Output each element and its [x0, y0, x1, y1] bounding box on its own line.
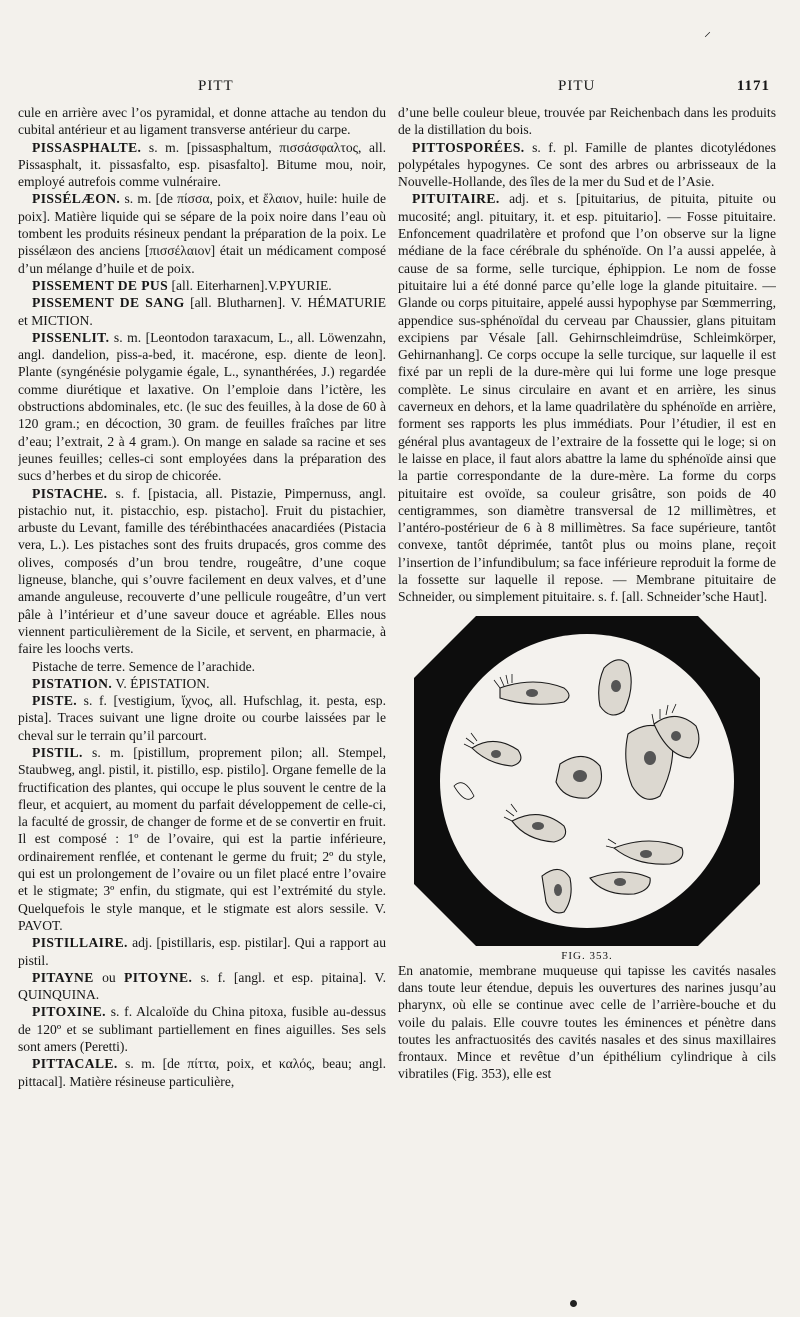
running-head-left: PITT — [198, 78, 234, 94]
entry-headword: PISTATION. — [32, 675, 113, 691]
entry-paragraph — [18, 969, 386, 1004]
entry-headword: PISTE. — [32, 693, 78, 709]
entry-headword: PISSENLIT. — [32, 329, 110, 345]
entry-paragraph — [18, 277, 386, 294]
entry-paragraph — [398, 190, 776, 605]
right-column-text — [398, 104, 776, 606]
entry-text: [all. Blutharnen]. V. HÉMATURIE et MICTION. — [18, 295, 386, 328]
entry-paragraph — [18, 139, 386, 191]
entry-paragraph — [18, 329, 386, 485]
entry-text: En anatomie, membrane muqueuse qui tapisse les cavités nasales dans toute leur étendue, depuis les ouvertures des narines jusqu’au pharynx, où elle se continue avec celle de l’arrière-bouche et du voile du palais. Elle couvre toutes les éminences et pénètre dans toutes les anfractuosités des cavités nasales et des sinus maxillaires frontaux. Mince et revêtue d’un épithélium cylindrique à cils vibratiles (Fig. 353), elle est — [398, 962, 776, 1082]
ink-dot — [570, 1300, 577, 1307]
entry-headword: PISSASPHALTE. — [32, 139, 142, 155]
entry-headword: PISTIL. — [32, 744, 83, 760]
page-header — [18, 78, 770, 104]
page-number: 1171 — [736, 78, 770, 94]
entry-text: ou — [93, 969, 124, 985]
entry-headword: PISTILLAIRE. — [32, 935, 128, 951]
entry-headword: PITTACALE. — [32, 1056, 118, 1072]
entry-headword: PITOYNE. — [124, 969, 193, 985]
entry-headword: PITUITAIRE. — [412, 191, 500, 207]
entry-headword: PITAYNE — [32, 969, 94, 985]
figure-353 — [398, 612, 776, 962]
entry-paragraph — [398, 104, 776, 139]
entry-paragraph — [18, 692, 386, 744]
entry-text: [all. Eiterharnen].V.PYURIE. — [168, 277, 332, 293]
entry-text: s. f. [vestigium, ἴχνος, all. Hufschlag, it. pesta, esp. pista]. Traces suivant une ligne droite ou courbe laissées par le cheval sur le terrain qu’il parcourt. — [18, 693, 386, 743]
entry-text: Pistache de terre. Semence de l’arachide. — [32, 658, 256, 674]
entry-headword: PITTOSPORÉES. — [412, 139, 525, 155]
entry-text: s. m. [de πίσσα, poix, et ἔλαιον, huile: huile de poix]. Matière liquide qui se sépare de la poix noire dans l’eau où tombent les produits résineux pendant la préparation de la poix. Le pissélæon des anciens [πισσέλαιον] était un médicament composé d’un mélange d’huile et de poix. — [18, 191, 386, 276]
ciliated-epithelium-illustration — [414, 616, 760, 946]
entry-text: s. m. [Leontodon taraxacum, L., all. Löwenzahn, angl. dandelion, piss-a-bed, it. macérone, esp. diente de leon]. Plante (syngénésie polygamie égale, L., synanthérées, J.) regardée comme diurétique et laxative. On l’emploie dans l’ictère, les obstructions abdominales, etc. (le suc des feuilles, à la dose de 60 à 120 gram.; en décoction, 30 gram. de feuilles fraîches par litre d’eau; l’extrait, 2 à 4 gram.). On mange en salade sa racine et ses jeunes feuilles; celles-ci sont employées dans la préparation des sucs d’herbes et du sirop de chicorée. — [18, 329, 386, 484]
entry-text: s. m. [pistillum, proprement pilon; all. Stempel, Staubweg, angl. pistil, it. pistillo, esp. pistilo]. Organe femelle de la fructification des plantes, qui occupe le plus souvent le centre de la fleur, et acquiert, au moment du parfait développement de celle-ci, la faculté de grossir, de changer de forme et de se convertir en fruit. Il est composé : 1º de l’ovaire, qui est la partie inférieure, ordinairement renflée, et contenant le germe du fruit; 2º du style, qui est un prolongement de l’ovaire ou un filet placé entre l’ovaire et le stigmate; 3º enfin, du stigmate, qui est l’extrémité du style. Quelquefois le style manque, et le stigmate est alors sessile. V. PAVOT. — [18, 744, 386, 933]
entry-headword: PISSÉLÆON. — [32, 191, 121, 207]
entry-paragraph — [18, 190, 386, 276]
entry-text: s. f. [angl. et esp. pitaina]. V. QUINQUINA. — [18, 969, 386, 1003]
entry-paragraph — [398, 139, 776, 191]
entry-text: s. f. pl. Famille de plantes dicotylédones polypétales hypogynes. Ce sont des arbres ou arbrisseaux de la Nouvelle-Hollande, des îles de la mer du Sud et de l’Asie. — [398, 139, 776, 190]
entry-paragraph — [18, 294, 386, 329]
right-column — [398, 104, 776, 1304]
entry-text: adj. et s. [pituitarius, de pituita, pituite ou mucosité; angl. pituitary, it. et esp. pituitario]. — Fosse pituitaire. Enfoncement quadrilatère et profond que l’on observe sur la ligne médiane de la face cérébrale du sphénoïde. On l’a aussi appelée, à cause de sa forme, selle turcique, éphippion. Le nom de fosse pituitaire lui a été donné parce qu’elle loge la glande pituitaire. — Glande ou corps pituitaire, appelé aussi hypophyse par Sœmmerring, appendice sus-sphénoïdal du cerveau par Chaussier, glans pituitam excipiens par Vésale [all. Gehirnschleimdrüse, Schleimkörper, Gehirnanhang]. Ce corps occupe la selle turcique, sur laquelle il est fixé par un repli de la dure-mère qui lui forme une loge presque complète. Le sinus circulaire en avant et en arrière, les sinus caverneux en dehors, et la lame quadrilatère du sphénoïde en arrière, forment ses rapports les plus immédiats. Pour l’étudier, il est en général plus avantageux de l’extraire de la fossette qui le loge; si on le laisse en place, il faut alors abattre la lame du sphénoïde ainsi que la partie correspondante de la dure-mère. La forme du corps pituitaire est ovoïde, sa couleur grisâtre, son poids de 40 centigrammes, son diamètre transversal de 12 millimètres, et l’antéro-postérieur de 6 à 8 millimètres. Sa face supérieure, tantôt convexe, tantôt déprimée, tantôt plus ou moins plane, reçoit l’insertion de l’infundibulum; sa face inférieure reproduit la forme de la fossette sur laquelle il repose. — Membrane pituitaire de Schneider, ou simplement pituitaire. s. f. [all. Schneider’sche Haut]. — [398, 191, 776, 605]
entry-headword: PISSEMENT DE SANG — [32, 295, 185, 311]
entry-text: s. f. [pistacia, all. Pistazie, Pimpernuss, angl. pistachio nut, it. pistacchio, esp. pistacho]. Fruit du pistachier, arbuste du Levant, famille des térébinthacées anacardiées (Pistacia vera, L.). Les pistaches sont des fruits drupacés, gros comme des olives, composés d’un brou tendre, rougeâtre, d’une coque ligneuse, blanche, qui s’ouvre facilement en deux valves, et d’une amande anguleuse, recouverte d’une pellicule rougeâtre, d’un vert pâle à l’intérieur et d’une saveur douce et agréable. Elles nous viennent particulièrement de la Sicile, et servent, en pharmacie, à faire les loochs verts. — [18, 485, 386, 657]
entry-headword: PISSEMENT DE PUS — [32, 277, 169, 293]
margin-mark: ⸝ — [704, 24, 711, 40]
entry-text: s. m. [pissasphaltum, πισσάσφαλτος, all. Pissasphalt, it. pissasfalto, esp. pisasfalto]. Bitume mou, noir, employé autrefois comme vulnéraire. — [18, 139, 386, 190]
entry-paragraph — [18, 934, 386, 969]
left-column — [18, 104, 386, 1304]
after-figure-text — [398, 962, 776, 1083]
entry-paragraph — [398, 962, 776, 1083]
running-head-right: PITU — [558, 78, 596, 94]
entry-paragraph — [18, 1003, 386, 1055]
entry-text: s. f. Alcaloïde du China pitoxa, fusible au-dessus de 120º et se sublimant partiellement en fines aiguilles. Ses sels sont amers (Peretti). — [18, 1004, 386, 1055]
entry-paragraph — [18, 485, 386, 658]
entry-text: d’une belle couleur bleue, trouvée par Reichenbach dans les produits de la distillation du bois. — [398, 105, 776, 138]
entry-headword: PITOXINE. — [32, 1004, 106, 1020]
entry-text: cule en arrière avec l’os pyramidal, et donne attache au tendon du cubital antérieur et au ligament transverse antérieur du carpe. — [18, 105, 386, 138]
entry-paragraph — [18, 658, 386, 675]
entry-paragraph — [18, 104, 386, 139]
entry-text: s. m. [de πίττα, poix, et καλός, beau; angl. pittacal]. Matière résineuse particulière, — [18, 1056, 386, 1089]
figure-caption: FIG. 353. — [561, 949, 613, 962]
entry-text: V. ÉPISTATION. — [112, 675, 210, 691]
entry-headword: PISTACHE. — [32, 485, 108, 501]
entry-text: adj. [pistillaris, esp. pistilar]. Qui a rapport au pistil. — [18, 935, 386, 968]
entry-paragraph — [18, 675, 386, 692]
entry-paragraph — [18, 744, 386, 934]
entry-paragraph — [18, 1055, 386, 1090]
